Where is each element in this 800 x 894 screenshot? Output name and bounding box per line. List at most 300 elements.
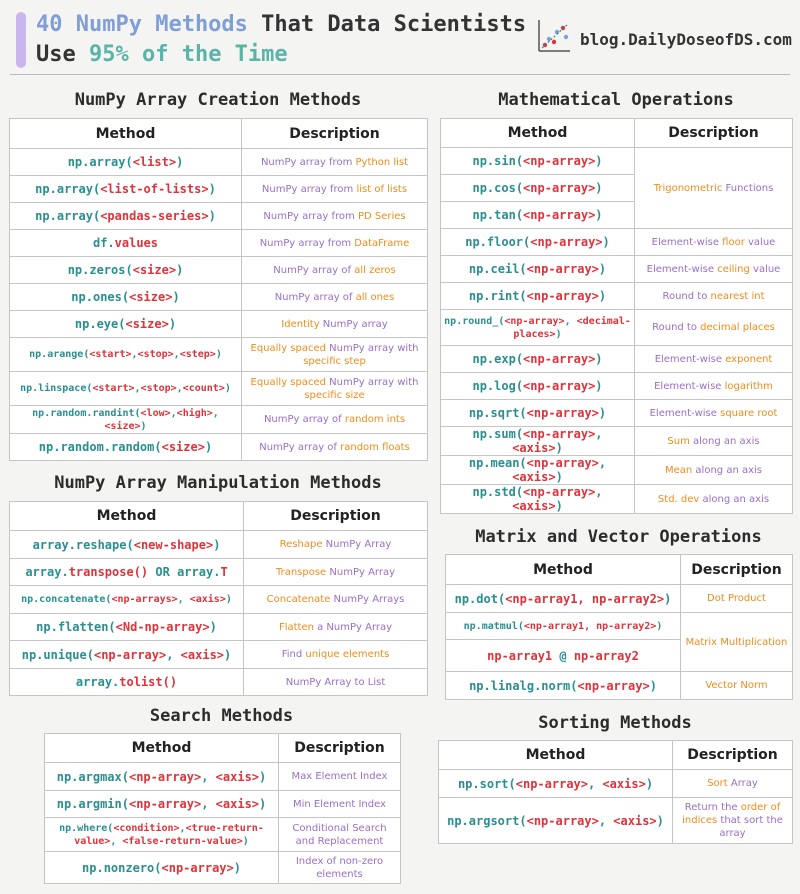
search-section-title: Search Methods (149, 706, 294, 726)
description-cell (242, 406, 428, 434)
table-row (10, 614, 428, 641)
description-cell (673, 798, 793, 844)
text-segment: ) (204, 440, 213, 454)
text-segment: Concatenate (266, 594, 331, 605)
text-segment: decimal places (700, 322, 775, 333)
text-segment: np.ones( (71, 290, 130, 304)
table-row (10, 586, 428, 614)
text-segment: NumPy Array (326, 566, 396, 578)
text-segment: value (749, 263, 781, 275)
text-segment: <axis> (602, 776, 646, 791)
method-cell (439, 798, 673, 844)
text-segment: np.sqrt( (468, 406, 527, 420)
text-segment: <np-array1, np-array2> (505, 591, 665, 606)
text-segment: all zeros (354, 264, 396, 276)
description-cell (242, 372, 428, 406)
text-segment: square root (720, 407, 778, 419)
math-operations-table (440, 118, 793, 514)
text-segment: logarithm (724, 380, 773, 392)
text-segment: <decimal-places> (513, 315, 631, 340)
text-segment: Equally spaced (250, 342, 326, 354)
text-segment: Trigonometric (653, 182, 723, 194)
text-segment: <np-array> (526, 262, 599, 276)
description-cell (244, 559, 428, 586)
text-segment: np.rint( (468, 289, 527, 303)
description-cell (673, 770, 793, 798)
table-row (441, 346, 793, 373)
text-segment: df. (92, 236, 115, 250)
table-row (45, 763, 401, 791)
description-header: Description (279, 734, 401, 763)
text-segment: <np-array> (93, 647, 167, 662)
text-segment: Element-wise (649, 407, 721, 419)
text-segment: Index of non-zero elements (295, 855, 384, 880)
table-row (10, 338, 428, 372)
text-segment: np-array2 (566, 648, 639, 663)
description-cell (279, 763, 401, 791)
text-segment: array. (177, 565, 221, 579)
text-segment: <np-array> (128, 769, 202, 784)
text-segment: <np-array> (523, 485, 596, 499)
text-segment: Transpose (275, 566, 327, 578)
method-cell (10, 406, 242, 434)
header-divider (10, 74, 790, 75)
text-segment: ) (598, 406, 607, 420)
method-cell (441, 256, 635, 283)
text-segment: ) (209, 620, 217, 634)
text-segment: <size> (104, 420, 141, 432)
table-row (441, 373, 793, 400)
text-segment: that sort the array (717, 815, 783, 839)
table-row (10, 372, 428, 406)
text-segment: ceiling (717, 263, 750, 275)
text-segment: np.array( (35, 209, 101, 223)
text-segment: NumPy array (319, 318, 388, 330)
description-cell (244, 669, 428, 696)
method-cell (10, 176, 242, 203)
text-segment: <np-array> (526, 456, 599, 470)
text-segment: <np-array> (526, 813, 599, 828)
text-segment: , (598, 813, 614, 828)
text-segment: , (176, 383, 183, 394)
text-segment: , (588, 776, 603, 791)
text-segment: specific size (304, 389, 365, 401)
text-segment: ) (140, 420, 147, 432)
text-segment: ) (555, 470, 563, 484)
table-row (10, 559, 428, 586)
table-row (439, 770, 793, 798)
matrix-operations-table (445, 554, 793, 700)
table-row (45, 791, 401, 818)
text-segment: ) (645, 776, 654, 791)
text-segment: <axis> (613, 813, 657, 828)
method-cell (441, 346, 635, 373)
method-cell (10, 614, 244, 641)
text-segment: ) (595, 352, 603, 366)
method-cell (10, 531, 244, 559)
description-cell (244, 641, 428, 669)
text-segment: np.matmul( (463, 620, 524, 632)
text-segment: ) (595, 181, 603, 195)
text-segment: np.random.randint( (32, 407, 141, 419)
text-segment: <start> (92, 383, 135, 394)
table-row (441, 400, 793, 427)
table-row (10, 257, 428, 284)
text-segment: np.mean( (468, 456, 527, 470)
table-row (10, 669, 428, 696)
description-header: Description (635, 119, 793, 148)
description-cell (279, 791, 401, 818)
text-segment: <np-array> (523, 154, 596, 168)
text-segment: Mean (665, 464, 693, 476)
table-row (10, 284, 428, 311)
text-segment: <list> (132, 155, 177, 169)
sorting-methods-table (438, 740, 793, 844)
text-segment: Std. dev (657, 493, 700, 505)
table-row (45, 818, 401, 852)
description-cell (242, 257, 428, 284)
description-cell (242, 176, 428, 203)
method-cell (10, 641, 244, 669)
text-segment: Element-wise (646, 263, 718, 275)
method-cell (441, 283, 635, 310)
manipulation-section-title: NumPy Array Manipulation Methods (54, 473, 382, 493)
text-segment: DataFrame (354, 237, 410, 249)
text-segment: <np-array> (523, 208, 596, 222)
text-segment: array. (75, 675, 120, 689)
text-segment: np.random.random( (38, 440, 162, 454)
text-segment: ) (664, 591, 672, 606)
text-segment: <size> (125, 317, 169, 331)
text-segment: random ints (344, 414, 406, 425)
text-segment: Sum (667, 435, 690, 447)
text-segment: all ones (355, 291, 395, 303)
table-row (10, 203, 428, 230)
text-segment: np.argmin( (56, 797, 129, 811)
text-segment: PD Series (357, 210, 406, 222)
description-cell (681, 585, 793, 613)
table-row (10, 176, 428, 203)
text-segment: np.log( (472, 379, 524, 393)
text-segment: ) (595, 379, 603, 393)
text-segment: list of lists (356, 183, 408, 195)
text-segment: ) (176, 155, 184, 169)
text-segment: tolist() (119, 675, 178, 689)
method-cell (45, 763, 279, 791)
text-segment: random floats (340, 441, 410, 453)
text-segment: NumPy array with (325, 376, 419, 388)
text-segment: <pandas-series> (100, 209, 209, 223)
text-segment: Matrix Multiplication (685, 636, 788, 648)
text-segment: np.arange( (29, 349, 90, 360)
method-cell (441, 456, 635, 485)
text-segment: <np-array> (523, 181, 596, 195)
method-cell (45, 818, 279, 852)
text-segment: Sort (707, 778, 728, 789)
text-segment: np.concatenate( (21, 594, 112, 605)
text-segment: ) (598, 289, 607, 303)
method-cell (441, 485, 635, 514)
method-cell (441, 427, 635, 456)
text-segment: ) (168, 317, 177, 331)
text-segment: <np-array> (161, 860, 234, 875)
method-cell (10, 311, 242, 338)
text-segment: ) (224, 383, 231, 394)
title-accent-bar (16, 12, 26, 68)
text-segment: @ (559, 648, 567, 663)
text-segment: ) (555, 328, 562, 340)
text-segment: , (598, 456, 607, 470)
text-segment: NumPy array of (273, 264, 355, 276)
method-cell (10, 586, 244, 614)
text-segment: OR (148, 565, 178, 579)
text-segment: <np-array> (523, 352, 596, 366)
description-cell (635, 256, 793, 283)
description-cell (242, 311, 428, 338)
text-segment: ) (595, 154, 603, 168)
text-segment: <np-array> (128, 797, 202, 811)
text-segment: ) (259, 797, 267, 811)
text-segment: NumPy Array (322, 539, 392, 550)
text-segment: np.sort( (457, 776, 516, 791)
text-segment: Equally spaced (250, 376, 326, 388)
text-segment: T (220, 565, 228, 579)
text-segment: ) (176, 263, 184, 277)
text-segment: np.unique( (21, 647, 94, 662)
text-segment: , (166, 647, 181, 662)
text-segment: np.sin( (472, 154, 524, 168)
text-segment: ) (656, 813, 664, 828)
text-segment: <step> (179, 349, 216, 360)
description-cell (244, 586, 428, 614)
method-header: Method (10, 119, 242, 149)
manipulation-methods-table (9, 501, 428, 696)
description-cell (242, 434, 428, 461)
method-cell (441, 400, 635, 427)
text-segment: <np-arrays> (111, 594, 178, 605)
text-segment: Python list (355, 156, 409, 168)
text-segment: specific step (303, 355, 366, 367)
method-cell (10, 284, 242, 311)
text-segment: <size> (161, 440, 205, 454)
text-segment: nearest int (710, 290, 765, 302)
text-segment: ) (555, 441, 563, 455)
text-segment: Reshape (279, 539, 323, 550)
method-header: Method (439, 741, 673, 770)
text-segment: np.ceil( (468, 262, 527, 276)
text-segment: <axis> (512, 441, 556, 455)
sorting-section-title: Sorting Methods (538, 713, 692, 733)
text-segment: ) (602, 235, 610, 249)
text-segment: along an axis (689, 435, 760, 447)
table-row (441, 456, 793, 485)
method-header: Method (446, 555, 681, 585)
text-segment: <np-array> (504, 315, 565, 327)
table-row (441, 485, 793, 514)
text-segment: np.std( (472, 485, 524, 499)
text-segment: np-array1 (487, 648, 560, 663)
text-segment: <axis> (512, 470, 556, 484)
description-cell (279, 852, 401, 884)
method-cell (10, 203, 242, 230)
text-segment: np.cos( (472, 181, 524, 195)
text-segment: ) (595, 208, 603, 222)
text-segment: ) (215, 349, 222, 360)
text-segment: np.array( (67, 155, 133, 169)
text-segment: NumPy array of (274, 291, 356, 303)
text-segment: ) (656, 620, 663, 632)
text-segment: <size> (129, 290, 173, 304)
method-cell (10, 434, 242, 461)
method-cell (10, 149, 242, 176)
text-segment: NumPy array from (259, 237, 355, 249)
text-segment: ) (555, 499, 563, 513)
text-segment: unique elements (305, 649, 390, 660)
text-segment: Return the (684, 802, 741, 813)
text-segment: Max Element Index (291, 771, 388, 782)
text-segment: values (114, 236, 159, 250)
text-segment: Flatten (278, 621, 314, 633)
table-row (446, 613, 793, 640)
table-row (446, 585, 793, 613)
text-segment: ) (213, 537, 221, 552)
text-segment: , (131, 349, 138, 360)
description-cell (242, 149, 428, 176)
text-segment: NumPy array of (263, 414, 345, 425)
text-segment: Element-wise (651, 236, 723, 248)
text-segment: ) (208, 182, 216, 196)
text-segment: <list-of-lists> (100, 182, 209, 196)
method-cell (10, 257, 242, 284)
method-cell (446, 585, 681, 613)
merged-description-cell (635, 148, 793, 229)
text-segment: <axis> (215, 769, 260, 784)
text-segment: <axis> (189, 594, 226, 605)
method-header: Method (45, 734, 279, 763)
text-segment: Find (281, 649, 306, 660)
text-segment: <Nd-np-array> (115, 620, 210, 634)
text-segment: <np-array> (515, 776, 588, 791)
creation-section-title: NumPy Array Creation Methods (74, 90, 362, 110)
text-segment: , (201, 769, 216, 784)
text-segment: along an axis (699, 493, 770, 505)
text-segment: NumPy array with (325, 342, 419, 354)
table-row (439, 798, 793, 844)
text-segment: , (110, 835, 123, 847)
text-segment: <np-array> (526, 289, 599, 303)
text-segment: , (170, 407, 177, 419)
creation-methods-table (9, 118, 428, 461)
method-cell (446, 640, 681, 672)
text-segment: , (212, 407, 219, 419)
text-segment: ) (208, 209, 216, 223)
text-segment: ) (598, 262, 607, 276)
text-segment: <axis> (512, 499, 556, 513)
table-row (10, 641, 428, 669)
matrix-section-title: Matrix and Vector Operations (475, 527, 762, 547)
method-cell (441, 148, 635, 175)
method-cell (10, 669, 244, 696)
text-segment: <false-return-value> (122, 835, 243, 847)
text-segment: <new-shape> (133, 537, 214, 552)
description-cell (635, 456, 793, 485)
text-segment: ) (649, 678, 657, 693)
math-section-title: Mathematical Operations (498, 90, 734, 110)
table-row (10, 406, 428, 434)
description-cell (635, 373, 793, 400)
table-row (10, 149, 428, 176)
text-segment: <np-array> (526, 406, 599, 420)
text-segment: Dot Product (707, 593, 766, 604)
description-header: Description (681, 555, 793, 585)
text-segment: ) (172, 290, 180, 304)
description-cell (635, 229, 793, 256)
method-cell (45, 791, 279, 818)
description-cell (242, 203, 428, 230)
description-cell (242, 338, 428, 372)
text-segment: ) (242, 835, 249, 847)
text-segment: np.sum( (472, 427, 524, 441)
scatter-plot-logo-icon (536, 18, 572, 54)
search-methods-table (44, 733, 401, 884)
text-segment: np.flatten( (36, 620, 116, 634)
text-segment: np.where( (59, 822, 114, 834)
description-cell (242, 284, 428, 311)
text-segment: np.zeros( (67, 263, 133, 277)
text-segment: ) (233, 860, 241, 875)
text-segment: <stop> (137, 349, 174, 360)
text-segment: Round to (652, 322, 701, 333)
description-cell (244, 531, 428, 559)
method-cell (446, 672, 681, 700)
text-segment: a NumPy Array (313, 621, 393, 633)
text-segment: along an axis (692, 464, 762, 476)
method-cell (45, 852, 279, 884)
method-cell (439, 770, 673, 798)
text-segment: np.nonzero( (82, 860, 162, 875)
text-segment: Min Element Index (292, 798, 387, 810)
table-row (10, 434, 428, 461)
method-cell (441, 373, 635, 400)
text-segment: np.floor( (465, 235, 531, 249)
text-segment: np.dot( (454, 591, 506, 606)
text-segment: <stop> (140, 383, 177, 394)
text-segment: np.exp( (472, 352, 524, 366)
text-segment: <axis> (215, 797, 260, 811)
description-cell (635, 485, 793, 514)
text-segment: np.tan( (472, 208, 524, 222)
method-cell (446, 613, 681, 640)
table-row (446, 672, 793, 700)
text-segment: ) (259, 769, 267, 784)
table-row (10, 230, 428, 257)
description-cell (635, 283, 793, 310)
description-cell (242, 230, 428, 257)
text-segment: NumPy array from (263, 210, 358, 222)
description-cell (244, 614, 428, 641)
text-segment: , (595, 485, 603, 499)
text-segment: NumPy array from (260, 156, 356, 168)
table-row (441, 427, 793, 456)
text-segment: , (564, 315, 577, 327)
text-segment: array. (25, 565, 69, 579)
text-segment: Element-wise (654, 380, 725, 392)
text-segment: value (744, 236, 776, 248)
method-cell (441, 175, 635, 202)
text-segment: np.array( (35, 182, 101, 196)
text-segment: array.reshape( (32, 537, 134, 552)
text-segment: exponent (725, 353, 773, 365)
